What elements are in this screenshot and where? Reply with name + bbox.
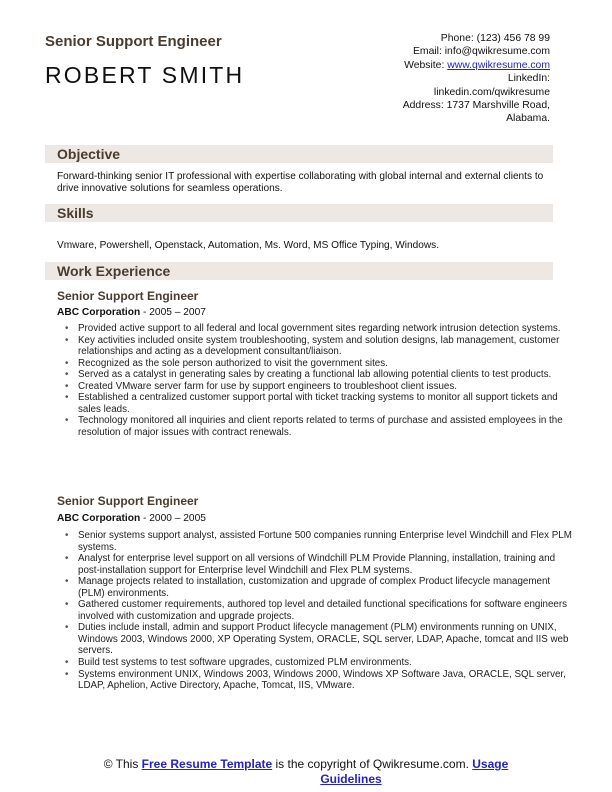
contact-linkedin-value: linkedin.com/qwikresume bbox=[433, 86, 550, 98]
job-bullet: • Build test systems to test software upgrades, customized PLM environments. bbox=[78, 657, 572, 669]
job-bullet: • Systems environment UNIX, Windows 2003, Windows 2000, Windows XP Software Java, ORACLE, SQL server, LDAP, Aphelion, Active Directory, Apache, Tomcat, IIS, VMware. bbox=[78, 669, 572, 692]
usage-guidelines-link-part2[interactable]: Guidelines bbox=[320, 771, 382, 786]
work-experience-heading: Work Experience bbox=[57, 263, 171, 279]
objective-heading: Objective bbox=[57, 146, 121, 162]
website-label: Website: bbox=[404, 59, 448, 71]
footer-prefix: © This bbox=[103, 757, 142, 771]
job-bullet: • Technology monitored all inquiries and client reports related to terms of purchase and assisted employees in the resolution of major issues with contract renewals. bbox=[78, 415, 572, 438]
job-bullet: • Manage projects related to installation, customization and upgrade of complex Product lifecycle management (PLM) environments. bbox=[78, 576, 572, 599]
contact-address-line1: Address: 1737 Marshville Road, bbox=[402, 100, 550, 112]
job-dates: - 2005 – 2007 bbox=[140, 307, 206, 318]
job-bullet-list bbox=[57, 323, 572, 438]
job-bullet: • Analyst for enterprise level support on all versions of Windchill PLM Provide Planning, installation, training and post-installation support for Enterprise level Windchill and Flex PLM systems. bbox=[78, 553, 572, 576]
objective-section-bar bbox=[45, 145, 553, 163]
job-bullet: • Recognized as the sole person authorized to visit the government sites. bbox=[78, 358, 572, 370]
job-title: Senior Support Engineer bbox=[57, 494, 199, 508]
job-title: Senior Support Engineer bbox=[57, 289, 199, 303]
job-bullet: • Served as a catalyst in generating sales by creating a functional lab allowing potential clients to test products. bbox=[78, 369, 572, 381]
job-bullet: • Senior systems support analyst, assisted Fortune 500 companies running Enterprise level Windchill and Flex PLM systems. bbox=[78, 530, 572, 553]
contact-email: Email: info@qwikresume.com bbox=[412, 46, 550, 58]
job-company-dates bbox=[57, 307, 206, 318]
usage-guidelines-link-part1[interactable]: Usage bbox=[472, 757, 509, 771]
job-bullet: • Provided active support to all federal and local government sites regarding network intrusion detection systems. bbox=[78, 323, 572, 335]
contact-linkedin-label: LinkedIn: bbox=[507, 73, 550, 85]
work-experience-section-bar bbox=[45, 262, 553, 280]
candidate-name: ROBERT SMITH bbox=[45, 62, 245, 88]
job-bullet: • Established a centralized customer support portal with ticket tracking systems to monitor all support tickets and sales leads. bbox=[78, 392, 572, 415]
footer-middle: is the copyright of Qwikresume.com. bbox=[272, 757, 473, 771]
contact-website bbox=[403, 59, 550, 72]
job-bullet: • Created VMware server farm for use by support engineers to troubleshoot client issues. bbox=[78, 381, 572, 393]
header-job-title: Senior Support Engineer bbox=[45, 33, 222, 50]
contact-address-line2: Alabama. bbox=[506, 113, 550, 125]
skills-heading: Skills bbox=[57, 205, 94, 221]
contact-block bbox=[403, 32, 550, 126]
website-link[interactable]: www.qwikresume.com bbox=[447, 59, 550, 71]
job-bullet: • Gathered customer requirements, authored top level and detailed functional specifications for software engineers involved with customization and upgrade projects. bbox=[78, 599, 572, 622]
free-resume-template-link[interactable]: Free Resume Template bbox=[141, 757, 273, 771]
contact-phone: Phone: (123) 456 78 99 bbox=[440, 33, 550, 44]
skills-section-bar bbox=[45, 204, 553, 222]
objective-text: Forward-thinking senior IT professional with expertise collaborating with global internal and external clients to drive innovative solutions for seamless operations. bbox=[57, 171, 544, 194]
skills-text: Vmware, Powershell, Openstack, Automation, Ms. Word, MS Office Typing, Windows. bbox=[57, 240, 440, 251]
job-dates: - 2000 – 2005 bbox=[140, 513, 206, 524]
company-name: ABC Corporation bbox=[57, 307, 141, 318]
company-name: ABC Corporation bbox=[57, 513, 141, 524]
job-bullet: • Key activities included onsite system troubleshooting, system and solution designs, lab management, customer relationships and acting as a development consultant/liaison. bbox=[78, 335, 572, 358]
job-company-dates bbox=[57, 513, 206, 524]
job-bullet: • Duties include install, admin and support Product lifecycle management (PLM) environments running on UNIX, Windows 2003, Windows 2000, XP Operating System, ORACLE, SQL server, LDAP, Apache, tomcat and IIS web servers. bbox=[78, 622, 572, 657]
job-bullet-list bbox=[57, 530, 572, 692]
copyright-footer bbox=[0, 757, 612, 786]
